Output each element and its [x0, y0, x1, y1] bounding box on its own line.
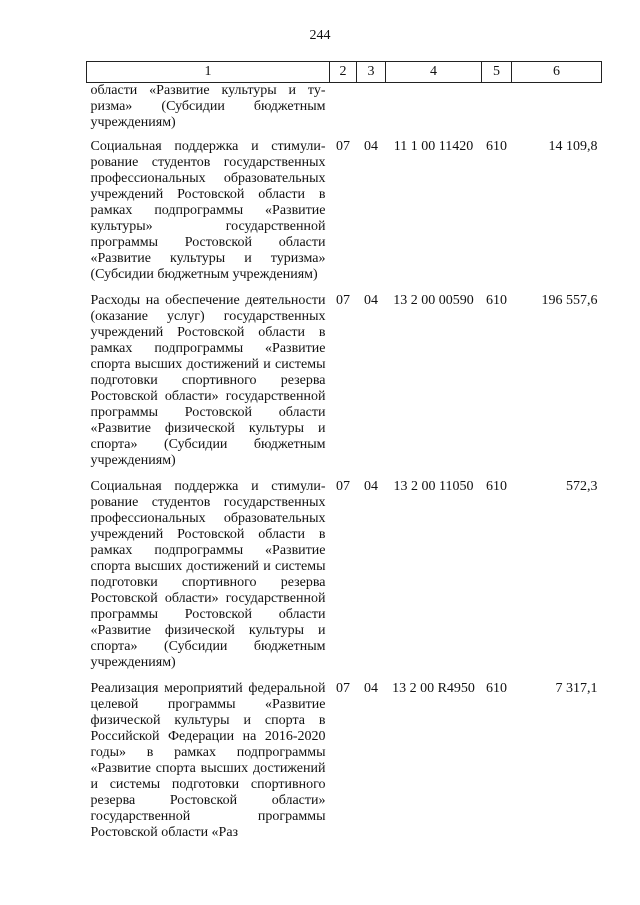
row-target-article: 13 2 00 00590 [393, 293, 474, 308]
row-amount: 572,3 [566, 479, 598, 494]
row-description: Расходы на обеспечение деятельности (оказание услуг) государственных учреждений Ростовской области в рамках подпрограммы «Развитие спорта высших достижений и системы подготовки спортивного резерва Ростовской области» государственной программы Ростовской области «Развитие физической культуры и спорта» (Субсидии бюджетным учреждениям) [90, 293, 326, 468]
row-subsection: 04 [364, 479, 378, 494]
row-expense-type: 610 [486, 293, 507, 308]
header-col-4: 4 [386, 62, 482, 83]
row-amount: 7 317,1 [555, 681, 598, 696]
row-subsection [357, 83, 386, 140]
header-row [87, 62, 602, 83]
header-col-2: 2 [330, 62, 357, 83]
table-row [87, 293, 602, 479]
table-header [87, 62, 602, 83]
page-number: 244 [309, 28, 331, 43]
header-col-6: 6 [512, 62, 602, 83]
row-target-article: 13 2 00 11050 [393, 479, 474, 494]
table-row [87, 83, 602, 140]
budget-table [86, 61, 602, 851]
row-description: Реализация мероприятий федеральной целевой программы «Развитие физической культуры и спорта в Российской Федерации на 2016-2020 годы» в рамках подпрограммы «Развитие спорта высших достижений и системы подготовки спортивного резерва Ростовской области» государственной программы Ростовской области «Раз [90, 681, 326, 840]
table-row [87, 479, 602, 681]
row-section: 07 [336, 293, 350, 308]
row-expense-type: 610 [486, 681, 507, 696]
row-expense-type: 610 [486, 479, 507, 494]
row-section [330, 83, 357, 140]
table-row [87, 139, 602, 293]
table-row [87, 681, 602, 851]
header-col-3: 3 [357, 62, 386, 83]
row-subsection: 04 [364, 139, 378, 154]
row-subsection: 04 [364, 293, 378, 308]
row-amount: 196 557,6 [541, 293, 598, 308]
row-target-article: 11 1 00 11420 [393, 139, 474, 154]
row-expense-type [482, 83, 512, 140]
budget-table-container [86, 61, 601, 851]
row-description: Социальная поддержка и стимулирование студентов государственных профессиональных образовательных учреждений Ростовской области в рамках подпрограммы «Развитие культуры» государственной программы Ростовской области «Развитие культуры и туризма» (Субсидии бюджетным учреждениям) [90, 139, 326, 282]
row-section: 07 [336, 681, 350, 696]
header-col-1: 1 [87, 62, 330, 83]
row-amount [512, 83, 602, 140]
row-section: 07 [336, 479, 350, 494]
row-amount: 14 109,8 [548, 139, 598, 154]
row-description: Социальная поддержка и стимулирование студентов государственных профессиональных образовательных учреждений Ростовской области в рамках подпрограммы «Развитие спорта высших достижений и системы подготовки спортивного резерва Ростовской области» государственной программы Ростовской области «Развитие физической культуры и спорта» (Субсидии бюджетным учреждениям) [90, 479, 326, 670]
row-description: области «Развитие культуры и туризма» (Субсидии бюджетным учреждениям) [90, 83, 326, 130]
row-section: 07 [336, 139, 350, 154]
row-target-article: 13 2 00 R4950 [392, 681, 475, 696]
table-body [87, 83, 602, 852]
row-expense-type: 610 [486, 139, 507, 154]
header-col-5: 5 [482, 62, 512, 83]
row-subsection: 04 [364, 681, 378, 696]
row-target-article [386, 83, 482, 140]
